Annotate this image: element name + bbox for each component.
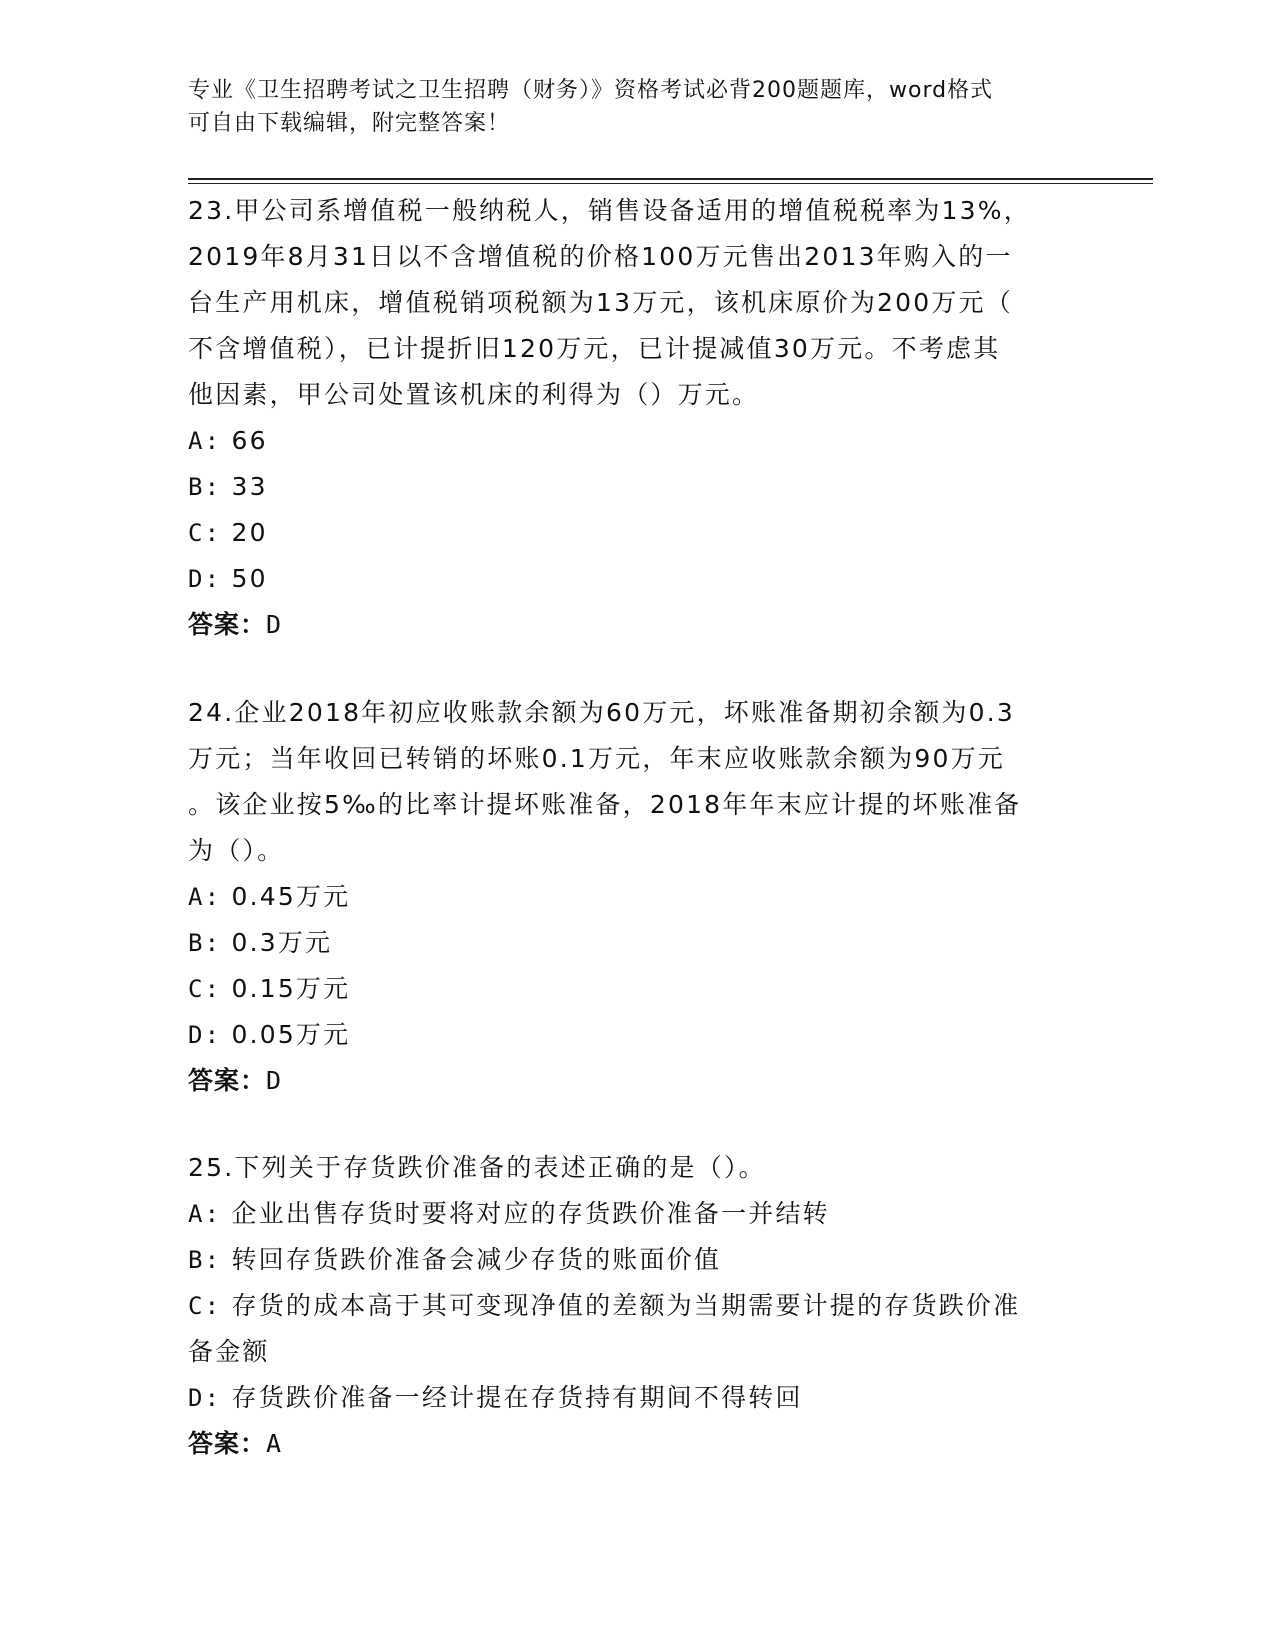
header-divider-thin <box>188 183 1153 184</box>
answer-value: D <box>266 610 283 639</box>
answer-label: 答案： <box>188 1429 267 1458</box>
option-letter: A: <box>188 883 222 911</box>
option-b <box>188 920 1088 966</box>
option-letter: D: <box>188 1021 222 1049</box>
option-text: 存货跌价准备一经计提在存货持有期间不得转回 <box>231 1383 803 1412</box>
option-letter: A: <box>188 1200 222 1228</box>
option-b <box>188 1237 1088 1283</box>
question-24 <box>188 690 1088 1104</box>
option-letter: B: <box>188 1246 222 1274</box>
option-letter: D: <box>188 1384 222 1412</box>
option-text: 0.05万元 <box>231 1020 351 1049</box>
option-text: 企业出售存货时要将对应的存货跌价准备一并结转 <box>231 1199 830 1228</box>
option-text: 50 <box>231 564 268 593</box>
option-a <box>188 874 1088 920</box>
option-d <box>188 1012 1088 1058</box>
option-b <box>188 464 1088 510</box>
option-text: 66 <box>231 426 268 455</box>
option-a <box>188 418 1088 464</box>
question-stem-line: 。该企业按5‰的比率计提坏账准备，2018年年末应计提的坏账准备 <box>188 790 1022 819</box>
answer-line <box>188 602 1088 648</box>
header-line-2: 可自由下载编辑，附完整答案！ <box>188 111 511 136</box>
answer-value: A <box>266 1429 283 1458</box>
question-25 <box>188 1145 1088 1467</box>
question-stem-line: 不含增值税），已计提折旧120万元，已计提减值30万元。不考虑其 <box>188 334 1001 363</box>
option-d <box>188 1375 1088 1421</box>
header-divider-thick <box>188 178 1153 180</box>
option-letter: B: <box>188 929 222 957</box>
question-stem-line: 25.下列关于存货跌价准备的表述正确的是（）。 <box>188 1153 766 1182</box>
option-letter: C: <box>188 1292 222 1320</box>
option-letter: D: <box>188 565 222 593</box>
option-text: 0.15万元 <box>231 974 351 1003</box>
option-c <box>188 1283 1088 1329</box>
option-letter: C: <box>188 519 222 547</box>
answer-value: D <box>266 1066 283 1095</box>
option-letter: C: <box>188 975 222 1003</box>
option-text: 存货的成本高于其可变现净值的差额为当期需要计提的存货跌价准 <box>231 1291 1021 1320</box>
question-stem-line: 23.甲公司系增值税一般纳税人，销售设备适用的增值税税率为13%， <box>188 196 1031 225</box>
question-stem-line: 他因素，甲公司处置该机床的利得为（）万元。 <box>188 380 760 409</box>
header-line-1: 专业《卫生招聘考试之卫生招聘（财务）》资格考试必背200题题库，word格式 <box>188 78 994 103</box>
answer-line <box>188 1058 1088 1104</box>
option-c <box>188 966 1088 1012</box>
option-d <box>188 556 1088 602</box>
option-text: 0.45万元 <box>231 882 351 911</box>
document-header <box>188 74 1088 140</box>
option-text: 转回存货跌价准备会减少存货的账面价值 <box>231 1245 722 1274</box>
answer-label: 答案： <box>188 610 267 639</box>
question-23 <box>188 188 1088 648</box>
answer-line <box>188 1421 1088 1467</box>
question-stem-line: 为（）。 <box>188 836 285 865</box>
option-letter: A: <box>188 427 222 455</box>
option-text: 33 <box>231 472 268 501</box>
option-text-continued: 备金额 <box>188 1337 270 1366</box>
option-a <box>188 1191 1088 1237</box>
question-stem-line: 2019年8月31日以不含增值税的价格100万元售出2013年购入的一 <box>188 242 1013 271</box>
question-stem-line: 万元；当年收回已转销的坏账0.1万元，年末应收账款余额为90万元 <box>188 744 1005 773</box>
option-text: 20 <box>231 518 268 547</box>
option-letter: B: <box>188 473 222 501</box>
question-stem-line: 24.企业2018年初应收账款余额为60万元，坏账准备期初余额为0.3 <box>188 698 1015 727</box>
answer-label: 答案： <box>188 1066 267 1095</box>
question-stem-line: 台生产用机床，增值税销项税额为13万元，该机床原价为200万元（ <box>188 288 1013 317</box>
option-c <box>188 510 1088 556</box>
option-text: 0.3万元 <box>231 928 333 957</box>
